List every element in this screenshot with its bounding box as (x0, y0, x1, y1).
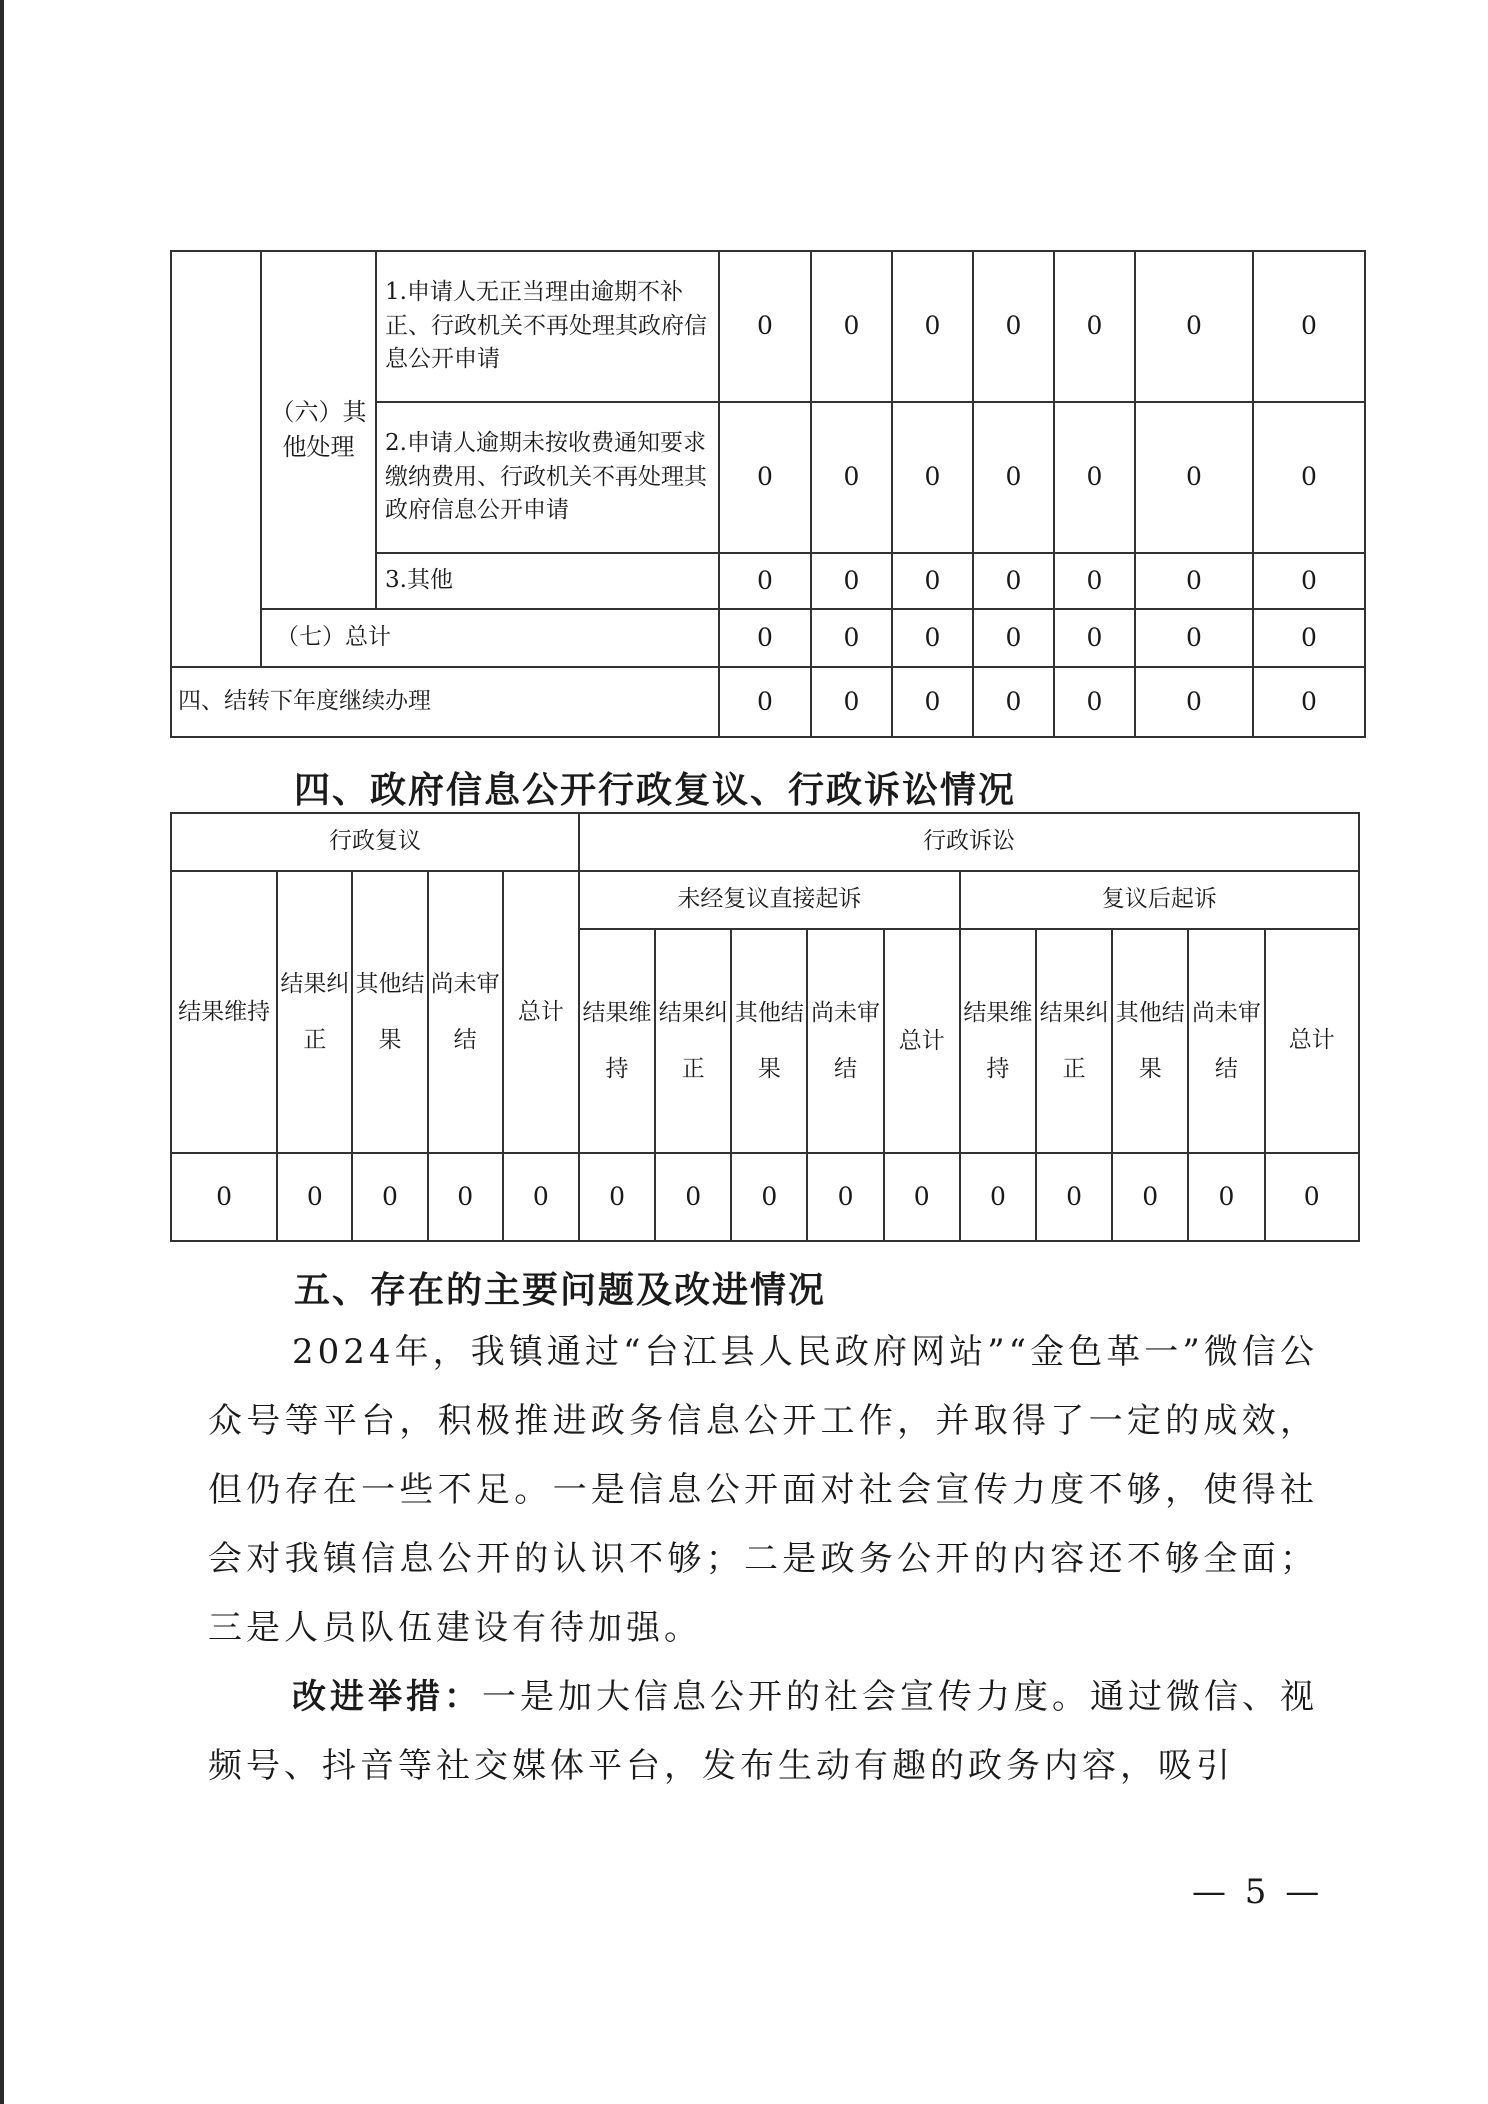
direct-col-header: 尚未审结 (807, 929, 883, 1153)
value-cell: 0 (719, 251, 811, 402)
value-cell: 0 (503, 1153, 579, 1241)
value-cell: 0 (719, 553, 811, 609)
page-number: — 5 — (1192, 1872, 1324, 1912)
value-cell: 0 (973, 402, 1054, 553)
value-cell: 0 (719, 609, 811, 667)
direct-col-header: 结果维持 (579, 929, 655, 1153)
direct-suit-header: 未经复议直接起诉 (579, 871, 960, 929)
value-cell: 0 (973, 251, 1054, 402)
table-row (171, 667, 1365, 737)
problems-paragraph: 2024年，我镇通过“台江县人民政府网站”“金色革一”微信公众号等平台，积极推进政务信息公开工作，并取得了一定的成效，但仍存在一些不足。一是信息公开面对社会宣传力度不够，使得社会对我镇信息公开的认识不够；二是政务公开的内容还不够全面；三是人员队伍建设有待加强。 (208, 1332, 1318, 1648)
value-cell: 0 (1188, 1153, 1264, 1241)
review-col-header: 其他结果 (352, 871, 427, 1153)
row-label: 2.申请人逾期未按收费通知要求缴纳费用、行政机关不再处理其政府信息公开申请 (376, 402, 719, 553)
table-row (171, 251, 1365, 402)
page-left-border (0, 0, 4, 2104)
value-cell: 0 (811, 667, 892, 737)
row-label: 1.申请人无正当理由逾期不补正、行政机关不再处理其政府信息公开申请 (376, 251, 719, 402)
table-row (171, 871, 1359, 929)
after-review-suit-header: 复议后起诉 (960, 871, 1359, 929)
value-cell: 0 (973, 553, 1054, 609)
value-cell: 0 (1054, 609, 1135, 667)
value-cell: 0 (811, 553, 892, 609)
value-cell: 0 (1036, 1153, 1112, 1241)
value-cell: 0 (655, 1153, 731, 1241)
value-cell: 0 (807, 1153, 883, 1241)
value-cell: 0 (892, 553, 973, 609)
value-cell: 0 (719, 667, 811, 737)
review-col-header: 结果维持 (171, 871, 277, 1153)
value-cell: 0 (352, 1153, 427, 1241)
value-cell: 0 (1054, 667, 1135, 737)
section5-body (208, 1318, 1318, 1801)
value-cell: 0 (1135, 609, 1253, 667)
value-cell: 0 (719, 402, 811, 553)
value-cell: 0 (1054, 251, 1135, 402)
value-cell: 0 (892, 402, 973, 553)
value-cell: 0 (884, 1153, 960, 1241)
value-cell: 0 (960, 1153, 1036, 1241)
value-cell: 0 (1135, 553, 1253, 609)
value-cell: 0 (1112, 1153, 1188, 1241)
admin-litigation-header: 行政诉讼 (579, 813, 1359, 871)
after-col-header: 总计 (1265, 929, 1360, 1153)
table-row (171, 1153, 1359, 1241)
application-handling-table (170, 250, 1366, 738)
value-cell: 0 (1054, 402, 1135, 553)
review-col-header: 尚未审结 (428, 871, 503, 1153)
after-col-header: 尚未审结 (1188, 929, 1264, 1153)
admin-review-header: 行政复议 (171, 813, 579, 871)
table-row (171, 609, 1365, 667)
table-row (171, 813, 1359, 871)
improvements-paragraph (208, 1663, 1318, 1801)
value-cell: 0 (892, 251, 973, 402)
value-cell: 0 (892, 609, 973, 667)
value-cell: 0 (811, 402, 892, 553)
value-cell: 0 (973, 609, 1054, 667)
direct-col-header: 其他结果 (731, 929, 807, 1153)
review-col-header: 总计 (503, 871, 579, 1153)
after-col-header: 结果纠正 (1036, 929, 1112, 1153)
value-cell: 0 (811, 609, 892, 667)
value-cell: 0 (1054, 553, 1135, 609)
value-cell: 0 (1253, 553, 1365, 609)
direct-col-header: 总计 (884, 929, 960, 1153)
value-cell: 0 (731, 1153, 807, 1241)
total-label: （七）总计 (261, 609, 719, 667)
improvements-lead: 改进举措： (292, 1677, 482, 1717)
value-cell: 0 (171, 1153, 277, 1241)
value-cell: 0 (1253, 251, 1365, 402)
review-litigation-table (170, 812, 1360, 1242)
value-cell: 0 (1253, 402, 1365, 553)
value-cell: 0 (1253, 609, 1365, 667)
value-cell: 0 (1135, 667, 1253, 737)
value-cell: 0 (428, 1153, 503, 1241)
improvements-text: 一是加大信息公开的社会宣传力度。通过微信、视频号、抖音等社交媒体平台，发布生动有趣的政务内容，吸引 (208, 1677, 1318, 1786)
value-cell: 0 (1265, 1153, 1360, 1241)
other-processing-label: （六）其他处理 (261, 251, 376, 609)
value-cell: 0 (579, 1153, 655, 1241)
value-cell: 0 (277, 1153, 352, 1241)
empty-category-cell (171, 251, 261, 667)
section5-heading: 五、存在的主要问题及改进情况 (294, 1270, 827, 1311)
value-cell: 0 (892, 667, 973, 737)
row-label: 3.其他 (376, 553, 719, 609)
review-col-header: 结果纠正 (277, 871, 352, 1153)
value-cell: 0 (973, 667, 1054, 737)
after-col-header: 结果维持 (960, 929, 1036, 1153)
direct-col-header: 结果纠正 (655, 929, 731, 1153)
value-cell: 0 (1135, 402, 1253, 553)
section4-heading: 四、政府信息公开行政复议、行政诉讼情况 (294, 770, 1017, 811)
after-col-header: 其他结果 (1112, 929, 1188, 1153)
value-cell: 0 (1253, 667, 1365, 737)
value-cell: 0 (1135, 251, 1253, 402)
carry-over-label: 四、结转下年度继续办理 (171, 667, 719, 737)
value-cell: 0 (811, 251, 892, 402)
